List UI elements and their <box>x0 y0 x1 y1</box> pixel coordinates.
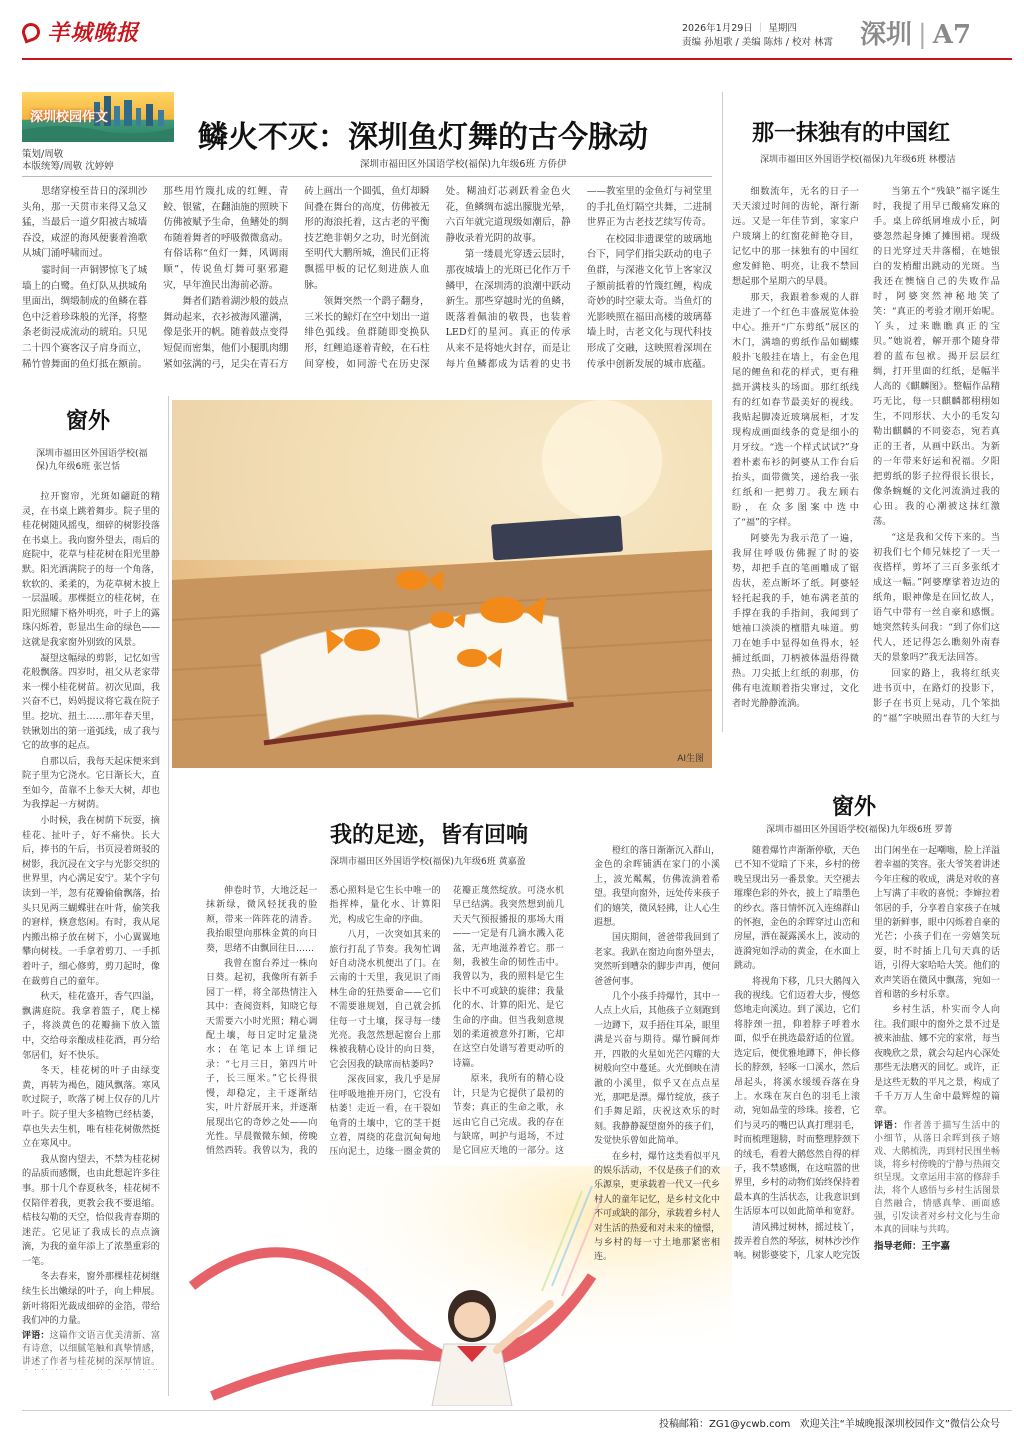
article1-byline: 深圳市福田区外国语学校(福保)九年级6班 方侨伊 <box>360 159 567 170</box>
article1-paragraph: 舞者们踏着湖沙般的鼓点舞动起来，衣衫被海风灌满，像是张开的帆。随着鼓点变得短促而密集，他们小腿肌肉绷紧如弦满的弓，足尖在青石方砖上画出一个圆弧，鱼灯却瞬间叠在舞台的高度，仿佛被无形的海浪托着，这古老的平衡技艺绝非朝夕之功，时光倒流至明代大鹏所城，渔民们正将飘摇甲板的记忆刻进族人血脉。 <box>163 186 430 370</box>
section-label: 深圳 | A7 <box>860 20 972 50</box>
article3-byline: 深圳市福田区外国语学校(福保)九年级6班 张岂恬 <box>36 449 148 472</box>
article2-title: 那一抹独有的中国红 <box>752 120 951 146</box>
article2-paragraph: 阿婆先为我示范了一遍，我屏住呼吸仿佛握了时的姿势，却把手直的笔画雕成了锯齿状，差点断坏了纸。阿婆轻轻托起我的手，她布满老茧的手撑在我的手指间，我闻到了她袖口淡淡的檀腊丸味道。剪刀在她手中显得如鱼得水，轻捕过纸面，刀柄被体温焐得微热。刀尖抵上红纸的刹那，仿佛有电流顺着指尖窜过，文化者时光静静流淌。 <box>732 533 859 709</box>
page-number: A7 <box>932 20 972 50</box>
article2-paragraph: 细数流年，无名的日子一天天滚过时间的齿轮，渐行渐远。又是一年佳节到，家家户户玻璃上的红窗花鲜艳夺目，记忆中的那一抹独有的中国红愈发鲜艳、明亮，让我不禁回想起那个星期六的早晨。 <box>732 186 859 287</box>
article2-paragraph: 回家的路上，我将红纸夹进书页中，在路灯的投影下，影子在书页上晃动，几个笨拙的“福”字映照出春节的大红与 <box>873 668 1000 724</box>
article4-paragraph: 原来，我所有的精心设计，只是为它提供了最初的节奏；真正的生命之歌，永远由它自己完成。我的存在与缺席，呵护与退场，不过是它回应天地的一部分。这 <box>452 1074 564 1157</box>
editors-line: 责编 孙旭歌 / 美编 陈炜 / 校对 林霄 <box>682 37 834 48</box>
article4-title: 我的足迹，皆有回响 <box>330 822 529 848</box>
article5-byline: 深圳市福田区外国语学校(福保)九年级6班 罗菁 <box>766 825 953 835</box>
section-name: 深圳 <box>860 20 913 50</box>
article3-paragraph: 小时候，我在树荫下玩耍，摘桂花、扯叶子，好不痛快。长大后，捧书的午后，书页浸着斑驳的树影，我沉浸在文字与光影交织的世界里，内心满足安宁。某个字句读到一半，忽有花瓣偷偷飘落，抬头只见两三蝴蝶驻在叶背，偷笑我的窘样，倏意悠闲。有时，我从尾内搬出棉子放在树下，小心翼翼地攀向树枝。一手拿着剪刀、一手抓着叶子，细心修剪，剪刀起时，像在裁剪自己的童年。 <box>22 815 160 987</box>
article5-paragraph: 在乡村，爆竹这类看似平凡的娱乐活动，不仅是孩子们的欢乐源泉，更承载着一代又一代乡村人的童年记忆，是乡村文化中不可或缺的部分，承载着乡村人对生活的热爱和对未来的憧憬，与乡村的每一寸土地那紧密相连。 <box>594 1151 721 1263</box>
comment-label: 评语： <box>874 1120 904 1131</box>
comment-label: 评语： <box>22 1330 50 1341</box>
article5-title: 窗外 <box>832 794 877 820</box>
article3-comment <box>22 1330 160 1370</box>
article5-comment <box>874 1120 1000 1237</box>
article2-byline: 深圳市福田区外国语学校(福保)九年级6班 林樱洁 <box>760 155 956 165</box>
comment-text: 这篇作文语言优美清新、富有诗意，以细腻笔触和真挚情感，讲述了作者与桂花树的深厚情谊。 <box>22 1330 160 1367</box>
coordinator-line: 本版统筹/周敬 沈婷婷 <box>22 161 114 172</box>
article4-paragraph: 我曾在窗台养过一株向日葵。起初，我像所有新手园丁一样，将全部热情注入其中：查阅资料，知晓它每天需要六小时光照；精心调配土壤，每日定时定量浇水；在笔记本上详细记录：“七月三日，第四片叶子，长三厘米。”它长得很慢，却稳定，主干逐渐结实，叶片舒展开来，并逐渐展现出它的奇妙之处——向光性。早晨微微东倾，傍晚悄然西转。我曾以为，我的悉心照料是它生长中唯一的指挥棒，量化水、计算阳光，构成它生命的序曲。 <box>206 886 441 1157</box>
article4-byline: 深圳市福田区外国语学校(福保)九年级6班 黄嘉盈 <box>330 857 526 867</box>
article5-paragraph: 橙红的落日渐渐沉入群山，金色的余晖铺洒在家门的小溪上，波光粼粼，仿佛流淌着希望。我望向窗外，远处传来孩子们的嬉笑，微风轻拂，让人心生遐想。 <box>594 846 721 929</box>
article4-paragraph: 伸卷时节，大地泛起一抹新绿，微风轻抚我的脸颊，带来一阵阵花的清香。我抬眼望向那株金黄的向日葵，思绪不由飘回往日…… <box>206 886 318 954</box>
footer-bar <box>22 1410 1012 1430</box>
article5-paragraph: 国庆期间，爸爸带我回到了老家。我趴在窗边向窗外望去，突然听到嘈杂的脚步声再，便问爸爸何事。 <box>594 933 721 987</box>
article1-body <box>22 184 712 380</box>
article5-paragraph: 乡村生活，朴实而令人向往。我们眼中的窗外之景不过是被来油盐、娜不完的家常，每当夜晚欣之景，就会勾起内心深处那些无法磨灭的回忆。或许，正是这些无数的平凡之景，构成了千千万万人生命中最辉煌的篇章。 <box>874 1005 1000 1117</box>
date-text: 2026年1月29日 <box>682 23 753 34</box>
footer-text <box>659 1415 1000 1430</box>
article4-paragraph: 八月，一次突如其来的旅行打乱了节奏。我匆忙调好自动浇水机便出了门。在云南的十天里，我见识了雨林生命的狂热要命——它们不需要谁规划，自己就会抓住每一寸土壤，探寻每一缕光亮。我忽然想起窗台上那株被我精心设计的向日葵，它会因我的缺席而枯萎吗? <box>329 930 441 1070</box>
article5-teacher: 指导老师：王宇嘉 <box>874 1240 951 1252</box>
weekday-text: 星期四 <box>768 23 797 34</box>
article2-paragraph: 当第五个“残缺”福字诞生时，我提了用早已酸痛发麻的手。桌上碎纸屑堆成小丘，阿婆忽然起身摊了摊围裙。现级的日光穿过天井落榴，在她银白的发梢酣出跳动的光斑。当我还在懊恼自己的失败作品时，阿婆突然神秘地笑了笑：“真正的考验才刚开始呢。丫头，过来瞧瞧真正的宝贝。”她说着，解开那个随身带着的蓝布包袱。揭开层层红绸，打开里面的红纸，是幅半人高的《麒麟图》。整幅作品精巧无比，每一只麒麟都栩栩如生，不同形状、大小的毛发勾勒出麒麟的不同姿态，宛若真正的王者，从画中跃出。为新的一年带来好运和祝福。夕阳把剪纸的影子拉得很长很长，像条蜿蜒的文化河流淌过我的心田。我的心潮被这抹红激荡。 <box>873 186 1000 527</box>
article3-paragraph: 我从窗内望去，不禁为桂花树的品质而感慨，也由此想起许多往事。那十几个春夏秋冬，桂花树不仅陪伴着我，更教会我不要退缩。桔枝勾勒的天空，恰似我青春期的迷茫。它见证了我成长的点点滴滴，为我的童年添上了浓墨重彩的一笔。 <box>22 1153 160 1267</box>
planner-line: 策划/周敬 <box>22 149 64 160</box>
article5-body <box>594 844 1000 1410</box>
article2-paragraph: “这是我和父传下来的。当初我们七个师兄妹挖了一天一夜搭样，剪坏了三百多张纸才成这一幅。”阿婆摩挲着边边的纸角，眼神像是在回忆故人，语气中带有一丝自豪和感慨。她突然转头问我：“到了你们这代人，还记得怎么瞧刻外南春天的景象吗?”我无法回答。 <box>873 532 1000 663</box>
article1-top-rule <box>22 176 712 177</box>
comment-text: 作者善于描写生活中的小细节，从落日余晖到孩子嬉戏、大鹅梳洗，再到村民围坐畅谈，将乡村傍晚的宁静与热闹交织呈现。文章运用丰富的修辞手法，将个人感悟与乡村生活图景自然融合，情感真挚、画面感强，引发读者对乡村文化与生命本真的回味与共鸣。 <box>874 1120 1000 1235</box>
article2-paragraph: 那天，我跟着参观的人群走进了一个红色丰盛展览体验中心。推开“广东剪纸”展区的木门，满墙的剪纸作品如蝴蝶般扑飞般挂在墙上，有金色甩尾的鲤鱼和花的样式，更有稚拙开满枝头的场面。那红纸线有的红如春节最美好的视线。我贴起脚凑近玻璃展柜，才发现构成画面线条的竟是细小的月牙纹。“选一个样式试试?”身着朴素布衫的阿婆从工作台后抬头，面带微笑，递给我一张红纸和一把剪刀。我左顾右盼，在众多图案中选中了“福”的字样。 <box>732 292 859 528</box>
column-banner <box>22 92 174 142</box>
article5-paragraph: 清风拂过树林，摇过枝丫，拨弄着自然的琴弦，树林沙沙作响。树影婆娑下，几家人吃完饭出门闲坐在一起嘲嗡，脸上洋溢着幸福的笑容。张大爷笑着讲述今年庄稼的收成，满是对收的喜上写满了丰收的喜悦；李婶拉着邻居的手，分享着自家孩子在城里的新鲜事，眼中闪烁着自豪的光芒；小孩子们在一旁嬉笑玩耍，时不时插上几句天真的话语，引得大家哈哈大笑。他们的欢声笑语在微风中飘荡，宛如一首和谐的乡村乐章。 <box>734 846 1000 1262</box>
article3-paragraph: 自那以后，我每天起床便来到院子里为它浇水。它日渐长大，直至如今，苗靠不上参天大树，却也为我撑起一方树荫。 <box>22 755 160 811</box>
article5-paragraph: 随着爆竹声渐渐停歇，天色已不知不觉暗了下来，乡村的傍晚呈现出另一番景象。天空褪去璀璨色彩的外衣，披上了暗墨色的纱衣。落日情怀沉入连绵群山的怀抱，金色的余晖穿过山峦和房屋，洒在凝露溪水上，波动的涟漪宛如浮动的黄金，在水面上跳动。 <box>734 846 861 972</box>
article3-paragraph: 拉开窗帘，光斑如翩跹的精灵，在书桌上跳着舞步。院子里的桂花树随风摇曳，细碎的树影投落在书桌上。我向窗外望去，雨后的庭院中，花草与桂花树在阳光里静默。阳光洒满院子的每一个角落，软软的、柔柔的，为花草树木披上一层温暖。那棵挺立的桂花树，在阳光照耀下格外明亮，叶子上的露珠闪烁着，彰显出生命的绿色——这就是我家窗外别致的风景。 <box>22 491 160 648</box>
article1-paragraph: 领舞突然一个鹞子翻身，三米长的鲸灯在空中划出一道绯色弧线。鱼群随即变换队形，红鲤追逐着青鲛，在石柱间穿梭，如同游弋在历史深处。糊油灯芯剥跃着金色火花，鱼鳞绸布滤出朦胧光晕，六百年就完道现级如潮后，静静收录着光阴的故事。 <box>304 186 571 370</box>
article3-paragraph: 冬去春来，窗外那棵桂花树继续生长出嫩绿的叶子，向上伸展。新叶将阳光裁成细碎的金箔，带给我们冲的力量。 <box>22 1271 160 1327</box>
logo-text: 羊城晚报 <box>47 20 140 46</box>
article5-paragraph: 几个小孩手持爆竹，其中一人点上火后，其他孩子立刻跑到一边蹲下，双手捂住耳朵，眼里满是兴奋与期待。爆竹瞬间炸开，四散的火星如光芒闪耀的大树般向空中蔓延。火光倒映在清澈的小溪里，似乎又在点点星光，那吧是漂。爆竹绽放，孩子们手舞足蹈，庆祝这欢乐的时刻。我静静凝望窗外的孩子们，发觉快乐曾如此简单。 <box>594 992 721 1147</box>
issue-date: 2026年1月29日 ｜ 星期四 <box>682 23 797 34</box>
submission-email: 投稿邮箱：ZG1@ycwb.com <box>658 1419 791 1430</box>
masthead <box>22 14 1012 70</box>
banner-title: 深圳校园作文 <box>30 110 109 125</box>
illustration-book-goldfish <box>172 400 712 768</box>
article1-paragraph: 在校园非遗课堂的玻璃地台下，同学们指尖跃动的电子鱼群，与深港文化节上客家汉子额前抵着的竹篾红鲤，构成奇妙的时空蒙太奇。当鱼灯的光影映照在福田高楼的玻璃幕墙上时，古老文化与现代科技形成了交融，这映照着深圳在传承中创新发展的城市底蕴。 <box>586 233 712 370</box>
newspaper-logo <box>22 16 139 46</box>
article1-title: 鳞火不灭：深圳鱼灯舞的古今脉动 <box>198 120 648 155</box>
right-column-divider <box>722 92 723 732</box>
article3-paragraph: 冬天，桂花树的叶子由绿变黄，再转为褐色，随风飘落。寒风吹过院子，吹落了树上仅存的几片叶子。院子里大多植物已经枯萎，草也失去生机，唯有桂花树傲然挺立在寒风中。 <box>22 1065 160 1150</box>
article5-paragraph: 将视角下移，几只大鹅闯入我的视线。它们迈着大步，慢悠悠地走向溪边。到了溪边，它们将脖颈一扭，仰着脖子呼着水面，似乎在挑选最舒适的位置。选定后，便优雅地蹲下，伸长修长的脖颈，轻啄一口溪水，然后昂起头，将溪水缓缓吞落在身上。水珠在灰白色的羽毛上滚动，宛如晶莹的珍珠。接着，它们与灵巧的嘴巴认真打理羽毛，时而梳理翅膀，时而整理脖颈下的绒毛，看着大鹅悠然自得的样子，我不禁感慨，在这喧嚣的世界里，乡村的动物们始终保持着最本真的生活状态，让我意识到生活原本可以如此简单和宽舒。 <box>734 976 861 1218</box>
article3-paragraph: 秋天，桂花盛开，香气四溢，飘满庭院。我拿着篮子，爬上梯子，将淡黄色的花瓣摘下放入篮中，交给母亲酿成桂花酒，再分给邻居们，好不快乐。 <box>22 991 160 1061</box>
article3-title: 窗外 <box>66 408 111 434</box>
article2-body <box>732 184 1000 736</box>
follow-wechat: 欢迎关注“羊城晚报深圳校园作文”微信公众号 <box>799 1419 1000 1430</box>
left-column-divider <box>168 396 169 1396</box>
article3-paragraph: 凝望这幅绿的剪影，记忆如雪花般飘落。四岁时，祖父从老家带来一棵小桂花树苗。初次见面，我兴奋不已，妈妈提议将它栽在院子里。挖坑、扭土……那年春天里，铁锹划出的第一道弧线，成了我与它的故事的起点。 <box>22 652 160 752</box>
article1-paragraph: 霎时间一声铜锣惊飞了城墙上的白鹭。鱼灯队从拱城角里面出，绸缎制成的鱼鳞在暮色中泛着珍珠般的光泽，将整条老街浸成流动的琥珀。只见二十四个赛客汉子肩身而立，稀竹曾舞面的鱼灯抵在额前。那些用竹篾扎成的红鲤、青鲛、银鲨，在翻油施的照映下仿佛被赋予生命，鱼鳍处的绸布随着舞者的呼吸微微翕动。有俗话称“鱼灯一舞，风调雨顺”，传说鱼灯舞可驱邪避灾，早年渔民出海前必游。 <box>22 186 289 370</box>
masthead-rule <box>22 58 1012 60</box>
article4-body <box>206 884 564 1164</box>
article4-paragraph: 深夜回家，我几乎是屏住呼吸地推开房门，它没有枯萎！走近一看，在干裂如龟背的土壤中，它的茎干挺立着，周绕的花盘沉甸甸地压向泥土，边缘一圈金黄的花瓣正蔑然绽放。可浇水机早已结满。我突然想到前几天天气预报播报的那场大雨——一定是有几滴水溅入花盆，无声地滋养着它。那一刻，我被生命的韧性击中。我曾以为，我的照料是它生长中不可或缺的旋律；我量化的水、计算的阳光、是它生命的序曲。但当我刻意规划的柔道被意外打断，它却在这空白处谱写着更动听的诗篇。 <box>329 886 564 1158</box>
article3-body <box>22 490 160 1370</box>
article1-paragraph: 思绪穿梭至昔日的深圳沙头角，那一天贯市来得又急又猛，当最后一道夕阳被古城墙吞没，咸涩的海风便裹着渔歌从城门涌呼啸而过。 <box>22 186 148 260</box>
article1-paragraph: 第一缕晨光穿透云层时，那夜城墙上的光斑已化作万千鳞甲，在深圳湾的浪潮中跃动新生。那些穿越时光的鱼鳞，既落着佩油的敬畏，也装着LED灯的星河。真正的传承从来不是将她火封存，而是让每片鱼鳞都成为话着的史书——教室里的金鱼灯与祠堂里的手扎鱼灯隔空共舞，二进制世界正为古老技艺续写传奇。 <box>445 186 712 370</box>
illustration-art <box>172 400 712 768</box>
image-credit: AI生图 <box>677 754 704 764</box>
logo-mark-icon <box>19 20 42 43</box>
